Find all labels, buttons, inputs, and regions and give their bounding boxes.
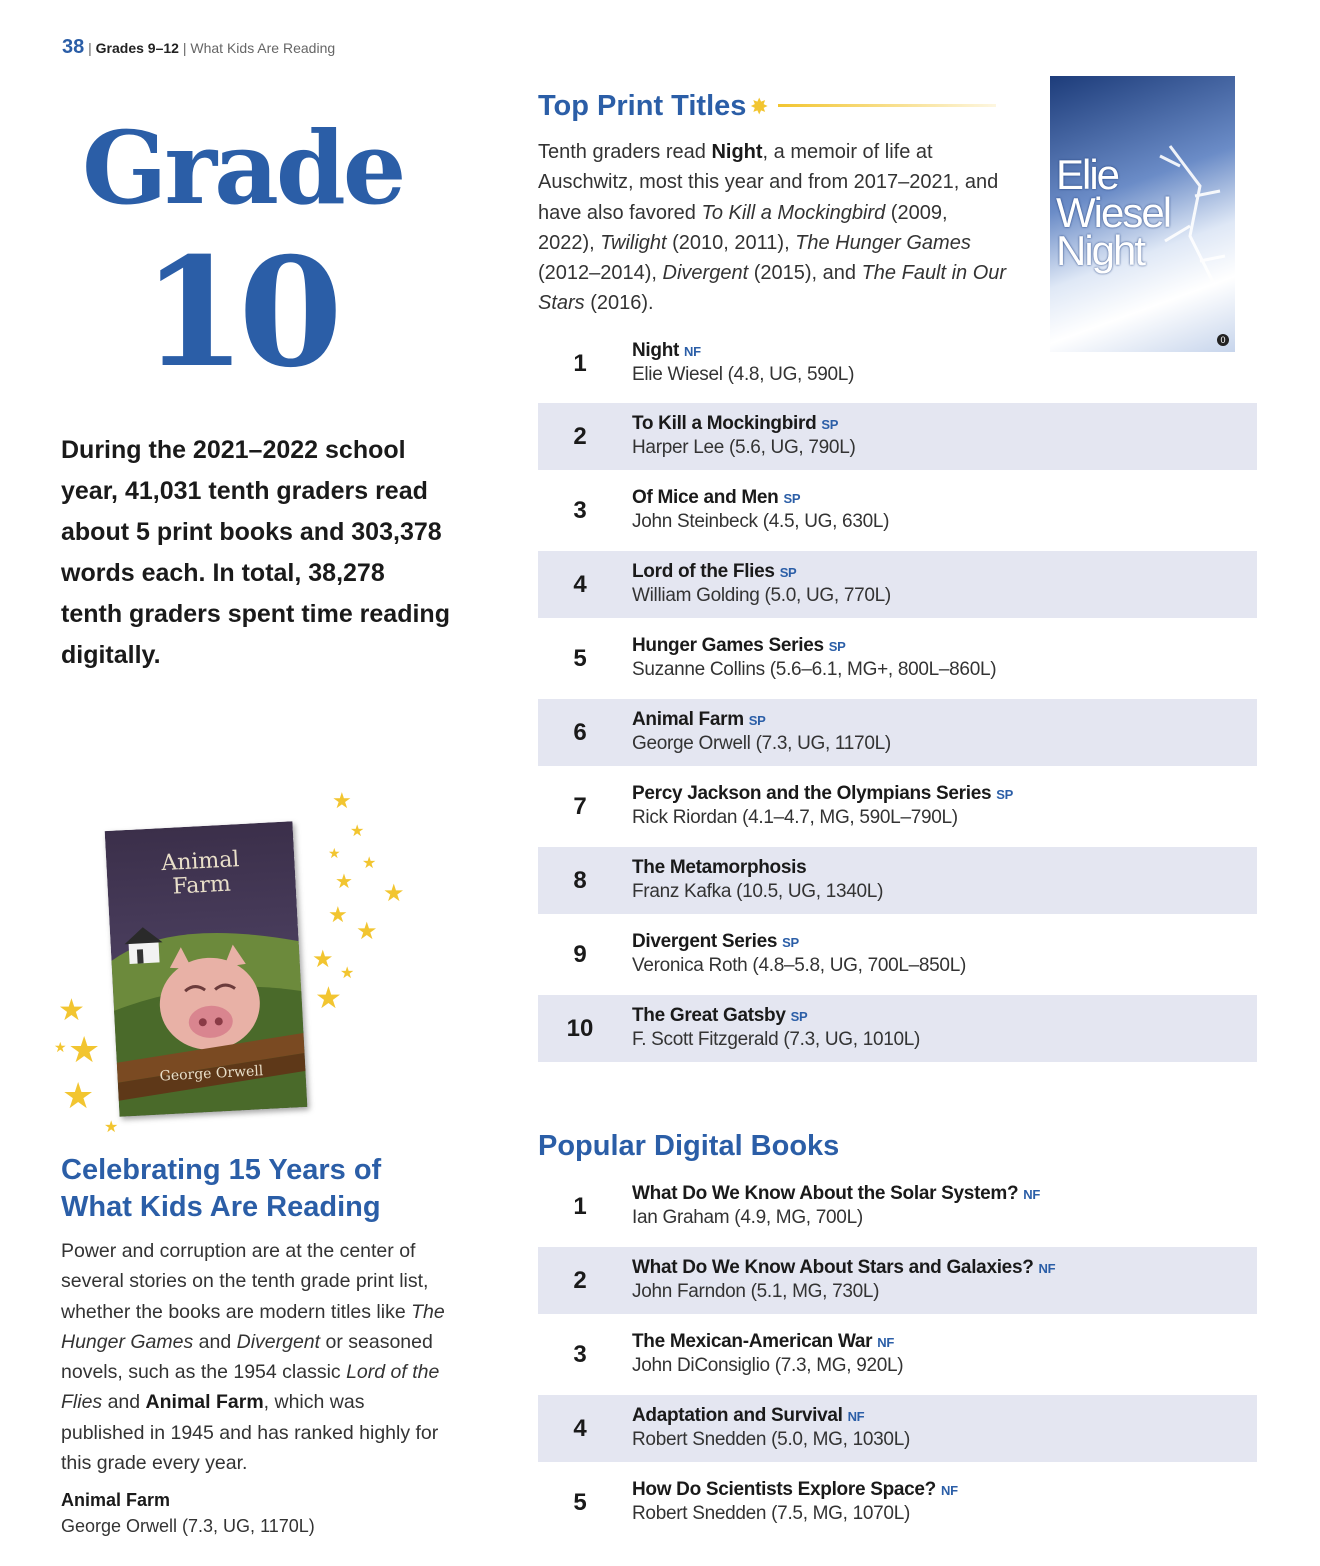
rank-number: 1 [573, 1193, 587, 1220]
star-icon: ★ [362, 855, 377, 872]
genre-tag: SP [790, 1009, 808, 1024]
list-item [538, 847, 1257, 914]
book-title [632, 413, 838, 435]
book-title [632, 857, 811, 879]
star-icon: ★ [312, 946, 334, 973]
list-item [538, 995, 1257, 1062]
animal-farm-cover-image [105, 821, 308, 1116]
star-icon: ★ [58, 994, 85, 1027]
book-title-italic: The Hunger Games [61, 1300, 445, 1353]
star-icon: ✸ [750, 94, 769, 119]
list-item [538, 330, 1257, 397]
body-text: (2009, 2022), [538, 201, 948, 254]
book-info: George Orwell (7.3, UG, 1170L) [632, 733, 891, 754]
genre-tag: SP [779, 565, 797, 580]
book-info: Robert Snedden (5.0, MG, 1030L) [632, 1429, 910, 1450]
body-text: Tenth graders read [538, 141, 712, 163]
list-item [538, 921, 1257, 988]
book-title-text: The Mexican-American War [632, 1331, 873, 1352]
list-item [538, 699, 1257, 766]
cover-title [106, 845, 296, 903]
rank-number: 9 [573, 941, 587, 968]
body-text: (2010, 2011), [666, 231, 796, 254]
book-info: John DiConsiglio (7.3, MG, 920L) [632, 1355, 904, 1376]
book-title-text: The Great Gatsby [632, 1005, 786, 1026]
book-info: Ian Graham (4.9, MG, 700L) [632, 1207, 863, 1228]
genre-tag: NF [1023, 1187, 1040, 1202]
genre-tag: NF [877, 1335, 894, 1350]
genre-tag: SP [828, 639, 846, 654]
book-title [632, 931, 799, 953]
book-title-text: Hunger Games Series [632, 635, 824, 656]
body-text: (2016). [584, 292, 654, 315]
book-title-text: Divergent Series [632, 931, 778, 952]
book-title [632, 1331, 894, 1353]
list-item [538, 1469, 1257, 1536]
cover-author-line: Elie [1056, 151, 1119, 198]
list-item [538, 1173, 1257, 1240]
digital-heading: Popular Digital Books [538, 1130, 840, 1162]
rank-number: 1 [573, 350, 587, 377]
book-title-italic: Divergent [662, 262, 749, 285]
rank-number: 7 [573, 793, 587, 820]
body-text: and [102, 1391, 146, 1414]
list-item [538, 625, 1257, 692]
night-cover-text [1056, 151, 1171, 274]
star-icon: ★ [383, 880, 405, 907]
rank-number: 4 [573, 1415, 587, 1442]
book-title-italic: Twilight [600, 231, 667, 254]
book-title-text: Adaptation and Survival [632, 1405, 843, 1426]
list-item [538, 477, 1257, 544]
rank-number: 4 [573, 571, 587, 598]
rank-number: 5 [573, 1489, 587, 1516]
book-title [632, 1183, 1040, 1205]
rank-number: 10 [566, 1015, 594, 1042]
cover-author-line: Wiesel [1056, 189, 1171, 236]
book-info: John Steinbeck (4.5, UG, 630L) [632, 511, 890, 532]
cover-author: George Orwell [159, 1063, 264, 1085]
rank-number: 3 [573, 1341, 587, 1368]
book-info: Veronica Roth (4.8–5.8, UG, 700L–850L) [632, 955, 966, 976]
list-item [538, 403, 1257, 470]
genre-tag: NF [684, 344, 701, 359]
celebrating-title [61, 1152, 381, 1226]
body-text: , a memoir of life at Auschwitz, most this year and from 2017–2021, and have also favored [538, 141, 999, 224]
top-print-heading: Top Print Titles [538, 90, 747, 122]
genre-tag: NF [940, 1483, 958, 1498]
book-info: Robert Snedden (7.5, MG, 1070L) [632, 1503, 910, 1524]
body-text: or seasoned novels, such as the 1954 classic [61, 1330, 433, 1384]
book-title-text: What Do We Know About the Solar System? [632, 1183, 1019, 1204]
book-info: Franz Kafka (10.5, UG, 1340L) [632, 881, 884, 902]
book-title-italic: The Hunger Games [795, 231, 971, 254]
book-info: Rick Riordan (4.1–4.7, MG, 590L–790L) [632, 807, 958, 828]
list-item [538, 1247, 1257, 1314]
genre-tag: SP [748, 713, 766, 728]
rank-number: 5 [573, 645, 587, 672]
body-text: Power and corruption are at the center of several stories on the tenth grade print list, whether the books are modern titles like [61, 1240, 429, 1323]
book-title [632, 783, 1013, 805]
list-item [538, 773, 1257, 840]
book-title-italic: To Kill a Mockingbird [701, 201, 886, 224]
star-icon: ★ [340, 965, 355, 982]
celebrating-body [61, 1236, 451, 1478]
star-icon: ★ [332, 788, 352, 813]
night-cover-image [1050, 76, 1235, 352]
star-icon: ★ [328, 845, 341, 861]
book-title-text: How Do Scientists Explore Space? [632, 1479, 936, 1500]
grade-title-number: 10 [142, 225, 335, 401]
book-title [632, 635, 846, 657]
book-info: Harper Lee (5.6, UG, 790L) [632, 437, 856, 458]
book-title-italic: The Fault in Our Stars [538, 262, 1007, 315]
book-title [632, 487, 800, 509]
body-text: , which was published in 1945 and has ranked highly for this grade every year. [61, 1391, 439, 1475]
genre-tag: SP [996, 787, 1014, 802]
star-icon: ★ [328, 902, 348, 927]
genre-tag: SP [821, 417, 839, 432]
rank-number: 2 [573, 1267, 587, 1294]
star-icon: ★ [62, 1075, 95, 1116]
header-separator: | [88, 40, 92, 56]
book-title [632, 1479, 958, 1501]
top-print-blurb [538, 137, 1008, 319]
featured-book-info: George Orwell (7.3, UG, 1170L) [61, 1516, 315, 1536]
heading-rule [778, 104, 996, 107]
book-info: John Farndon (5.1, MG, 730L) [632, 1281, 880, 1302]
list-item [538, 551, 1257, 618]
star-icon: ★ [54, 1039, 67, 1055]
header-separator: | [182, 40, 187, 56]
cover-title-line: Night [1056, 227, 1145, 274]
genre-tag: NF [1038, 1261, 1056, 1276]
star-icon: ★ [356, 918, 378, 945]
genre-tag: SP [783, 491, 801, 506]
book-title-text: What Do We Know About Stars and Galaxies? [632, 1257, 1034, 1278]
rank-number: 6 [573, 719, 587, 746]
book-title-bold: Animal Farm [145, 1391, 264, 1414]
rank-number: 3 [573, 497, 587, 524]
star-icon: ★ [350, 823, 365, 840]
featured-book-title: Animal Farm [61, 1490, 171, 1510]
header-title: What Kids Are Reading [190, 40, 336, 56]
book-title-text: Night [632, 340, 680, 361]
book-title [632, 1005, 807, 1027]
cover-title-line: Animal [160, 847, 241, 877]
book-title-text: Of Mice and Men [632, 487, 779, 508]
star-icon: ★ [68, 1029, 101, 1070]
body-text: (2015), and [748, 262, 862, 285]
list-item [538, 1321, 1257, 1388]
list-item [538, 1395, 1257, 1462]
rank-number: 2 [573, 423, 587, 450]
book-title-text: Percy Jackson and the Olympians Series [632, 783, 992, 804]
book-title-text: Lord of the Flies [632, 561, 775, 582]
book-title [632, 561, 796, 583]
star-icon: ★ [335, 871, 353, 893]
cover-title-line: Farm [171, 871, 232, 900]
rank-number: 8 [573, 867, 587, 894]
book-info: Elie Wiesel (4.8, UG, 590L) [632, 364, 855, 385]
intro-paragraph: During the 2021–2022 school year, 41,031 tenth graders read about 5 print books and 303,378 words each. In total, 38,278 tenth graders spent time reading digitally. [61, 436, 450, 669]
book-title-italic: Divergent [236, 1330, 321, 1353]
page-header [62, 36, 335, 59]
book-title [632, 340, 701, 362]
grade-title-word: Grade [82, 109, 404, 227]
celebrating-title-line: What Kids Are Reading [61, 1191, 381, 1223]
book-title-text: The Metamorphosis [632, 857, 807, 878]
body-text: (2012–2014), [538, 262, 663, 285]
book-title-text: Animal Farm [632, 709, 744, 730]
book-title-italic: Lord of the Flies [61, 1361, 440, 1414]
publisher-logo-icon: 0 [1217, 334, 1229, 346]
body-text: and [193, 1330, 237, 1353]
book-title [632, 709, 766, 731]
genre-tag: NF [847, 1409, 865, 1424]
header-grades: Grades 9–12 [95, 40, 179, 56]
book-title-text: To Kill a Mockingbird [632, 413, 817, 434]
genre-tag: SP [782, 935, 799, 950]
celebrating-title-line: Celebrating 15 Years of [61, 1154, 382, 1186]
book-info: Suzanne Collins (5.6–6.1, MG+, 800L–860L) [632, 659, 997, 680]
book-info: F. Scott Fitzgerald (7.3, UG, 1010L) [632, 1029, 921, 1050]
star-icon: ★ [104, 1119, 119, 1136]
book-title-bold: Night [711, 141, 763, 163]
book-title [632, 1405, 864, 1427]
star-icon: ★ [315, 982, 342, 1015]
book-title [632, 1257, 1055, 1279]
book-info: William Golding (5.0, UG, 770L) [632, 585, 891, 606]
page-number: 38 [62, 36, 85, 58]
